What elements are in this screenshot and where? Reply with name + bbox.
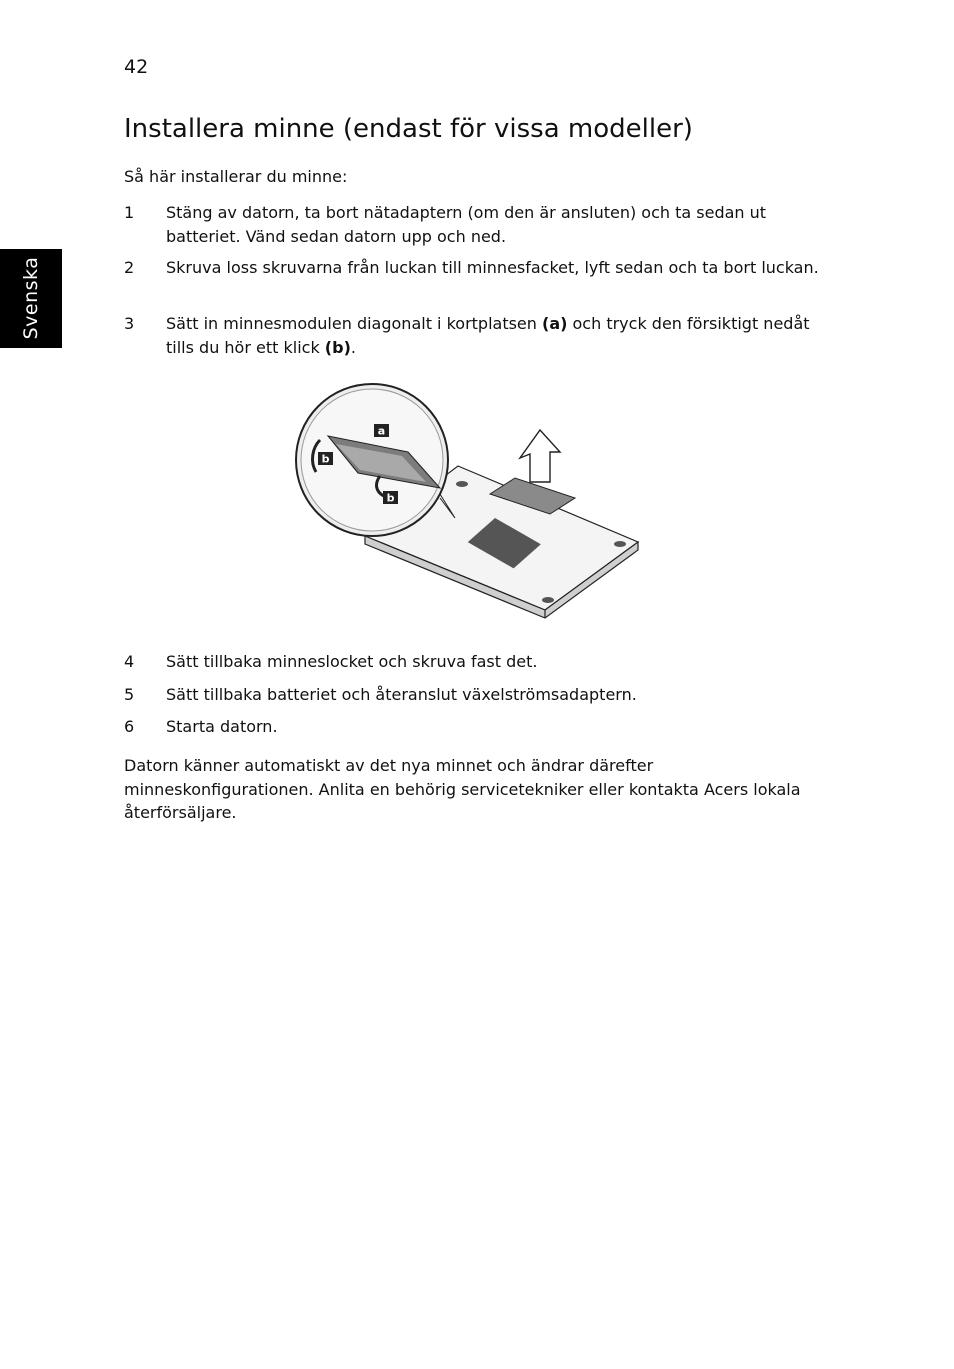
- step-text: Starta datorn.: [166, 717, 278, 736]
- step-number: 4: [124, 652, 135, 671]
- callout-label-a: a: [377, 424, 386, 438]
- section-heading: Installera minne (endast för vissa modeller): [124, 114, 693, 144]
- step-text: Skruva loss skruvarna från luckan till minnesfacket, lyft sedan och ta bort luckan.: [166, 258, 819, 277]
- step-text: Stäng av datorn, ta bort nätadaptern (om den är ansluten) och ta sedan ut batteriet. Vänd sedan datorn upp och ned.: [166, 203, 767, 246]
- step-text-part: .: [350, 337, 356, 357]
- language-side-tab: [0, 249, 62, 348]
- intro-text: Så här installerar du minne:: [124, 167, 348, 186]
- label-a-ref: (a): [542, 314, 568, 333]
- step-number: 6: [124, 717, 135, 736]
- memory-install-illustration: [290, 378, 640, 623]
- detail-magnifier: [296, 384, 448, 536]
- label-b-ref: (b): [324, 337, 351, 357]
- lift-arrow-icon: [520, 430, 560, 482]
- callout-label-b-right: b: [386, 491, 395, 505]
- step-text: Sätt tillbaka minneslocket och skruva fast det.: [166, 652, 538, 671]
- step-text: Sätt tillbaka batteriet och återanslut växelströmsadaptern.: [166, 685, 637, 704]
- step-text-part: och tryck den försiktigt nedåt tills du hör ett klick: [166, 314, 810, 357]
- step-number: 3: [124, 314, 135, 333]
- step-number: 5: [124, 685, 135, 704]
- language-side-tab-label: Svenska: [20, 256, 42, 340]
- step-text: [166, 312, 826, 359]
- step-number: 2: [124, 258, 135, 277]
- closing-paragraph: Datorn känner automatiskt av det nya minnet och ändrar därefter minneskonfigurationen. Anlita en behörig servicetekniker eller kontakta Acers lokala återförsäljare.: [124, 756, 801, 822]
- page-number: 42: [124, 56, 149, 78]
- step-number: 1: [124, 203, 135, 222]
- step-text-part: Sätt in minnesmodulen diagonalt i kortplatsen: [166, 314, 542, 333]
- callout-label-b-left: b: [321, 452, 330, 466]
